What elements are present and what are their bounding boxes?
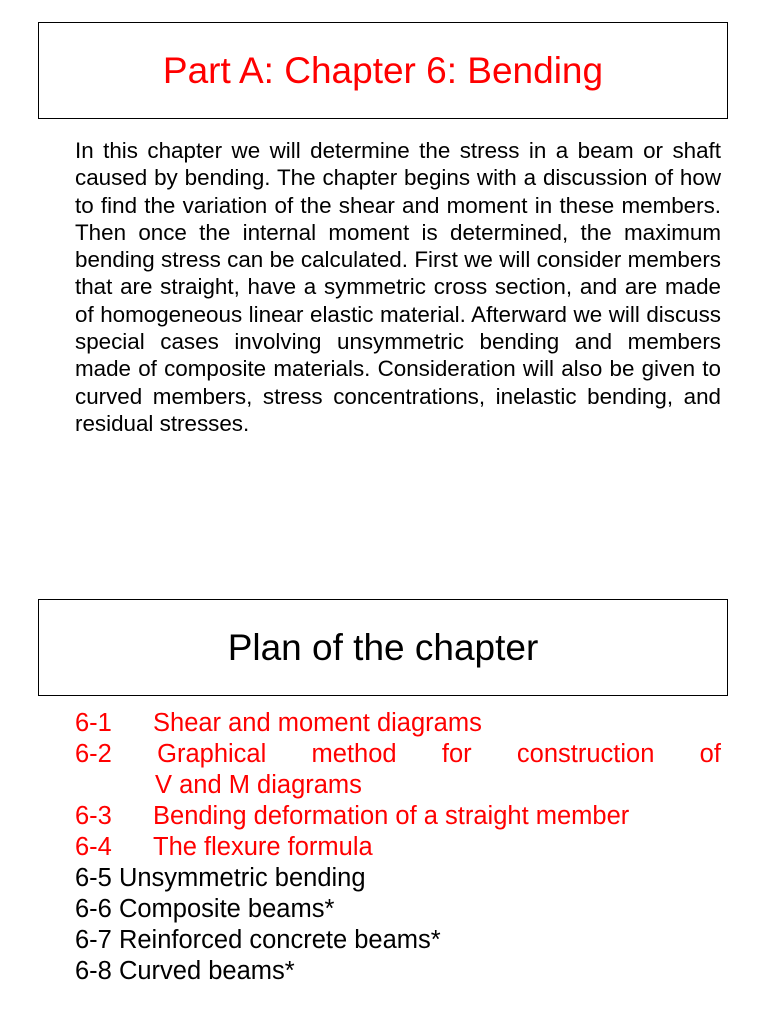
plan-item-number: 6-8: [75, 957, 112, 985]
plan-item-text: Reinforced concrete beams*: [118, 926, 441, 954]
plan-item-6-7: [75, 925, 721, 956]
plan-item-6-4: [75, 832, 721, 863]
plan-title-box: [38, 599, 728, 696]
plan-item-text: The flexure formula: [153, 833, 373, 861]
plan-item-number: 6-4: [75, 833, 112, 861]
plan-item-word: construction: [516, 740, 655, 768]
plan-item-6-5: [75, 863, 721, 894]
chapter-intro-paragraph: In this chapter we will determine the stress in a beam or shaft caused by bending. The chapter begins with a discussion of how to find the variation of the shear and moment in these members. Then once the internal moment is determined, the maximum bending stress can be calculated. First we will consider members that are straight, have a symmetric cross section, and are made of homogeneous linear elastic material. Afterward we will discuss special cases involving unsymmetric bending and members made of composite materials. Consideration will also be given to curved members, stress concentrations, inelastic bending, and residual stresses.: [75, 138, 721, 436]
plan-item-word: method: [311, 740, 397, 768]
plan-item-text: Curved beams*: [118, 957, 295, 985]
plan-item-word: for: [441, 740, 472, 768]
plan-item-number: 6-7: [75, 926, 112, 954]
plan-item-number: 6-2: [75, 740, 112, 768]
plan-item-6-6: [75, 894, 721, 925]
plan-item-6-8: [75, 956, 721, 987]
plan-item-text: Composite beams*: [118, 895, 335, 923]
plan-list: [75, 708, 721, 987]
plan-item-word: of: [699, 740, 721, 768]
chapter-title-box: [38, 22, 728, 119]
plan-item-6-1: [75, 708, 721, 739]
plan-item-number: 6-3: [75, 802, 112, 830]
plan-item-number: 6-6: [75, 895, 112, 923]
plan-item-text: Shear and moment diagrams: [153, 709, 482, 737]
plan-item-continuation: V and M diagrams: [155, 771, 362, 799]
plan-title: Plan of the chapter: [227, 627, 539, 668]
plan-item-text: Unsymmetric bending: [118, 864, 366, 892]
plan-item-number: 6-1: [75, 709, 112, 737]
chapter-title: Part A: Chapter 6: Bending: [162, 50, 604, 91]
plan-item-6-3: [75, 801, 721, 832]
plan-item-6-2: [75, 739, 721, 801]
plan-item-number: 6-5: [75, 864, 112, 892]
plan-item-text: Bending deformation of a straight member: [153, 802, 630, 830]
plan-item-word: Graphical: [157, 740, 267, 768]
